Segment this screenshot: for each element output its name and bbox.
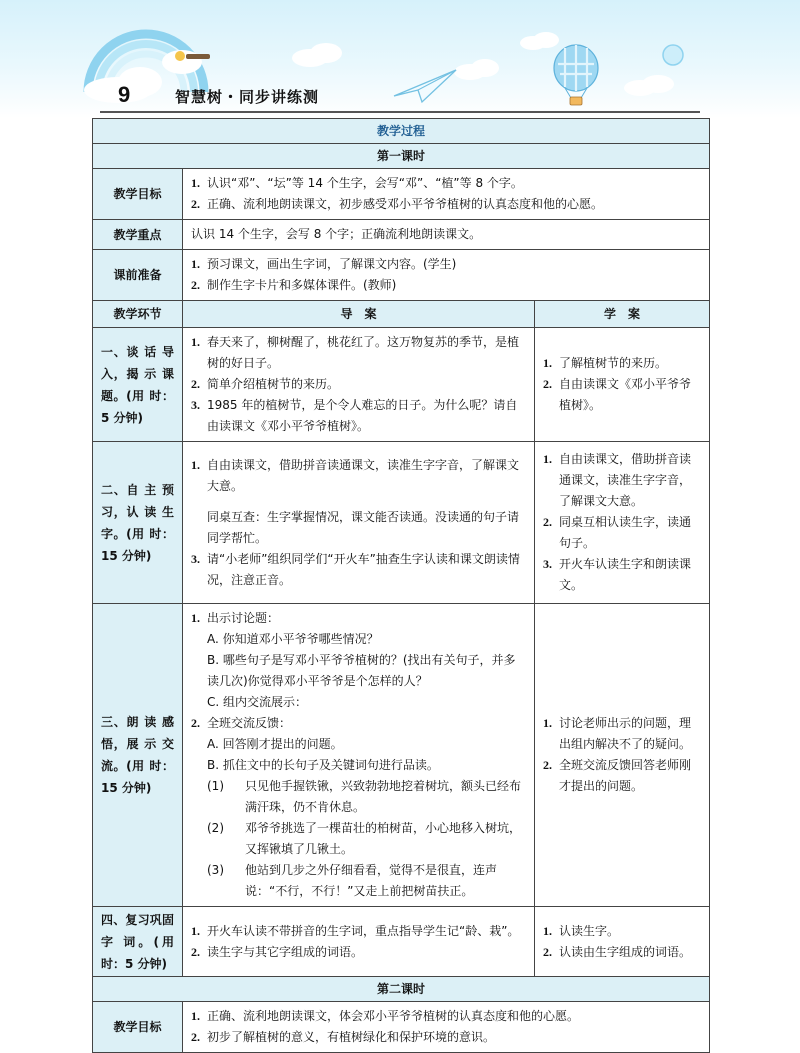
cloud-icon [290,40,350,68]
goal-label: 教学目标 [93,169,183,220]
prep-content: 1. 预习课文，画出生字词，了解课文内容。(学生) 2. 制作生字卡片和多媒体课件。(教师) [183,250,710,301]
stage-guide: 1. 春天来了，柳树醒了，桃花红了。这万物复苏的季节，是植树的好日子。 2. 简单介绍植树节的来历。 3. 1985 年的植树节，是个令人难忘的日子。为什么呢？请自由读课文《邓小平爷爷植树》。 [183,328,535,442]
goal-content: 1. 认识“邓”、“坛”等 14 个生字，会写“邓”、“植”等 8 个字。 2. 正确、流利地朗读课文，初步感受邓小平爷爷植树的认真态度和他的心愿。 [183,169,710,220]
cloud-icon [622,72,678,98]
hot-air-balloon-icon [548,44,604,108]
lesson1-title: 第一课时 [93,144,710,169]
lesson-plan-table [92,118,710,1053]
focus-label: 教学重点 [93,220,183,250]
column-header-study: 学 案 [535,301,710,328]
column-header-stage: 教学环节 [93,301,183,328]
stage-guide: 1. 出示讨论题： A. 你知道邓小平爷爷哪些情况？ B. 哪些句子是写邓小平爷爷植树的？(找出有关句子，并多读几次)你觉得邓小平爷爷是个怎样的人？ C. 组内交流展示： 2. 全班交流反馈： A. 回答刚才提出的问题。 B. 抓住文中的长句子及关键词句进行品读。 (1) 只见他手握铁锹，兴致勃勃地挖着树坑，额头已经布满汗珠，仍不肯休息。 (2) 邓爷爷挑选了一棵苗壮的柏树苗，小心地移入树坑，又挥锹填了几锹土。 (3) 他站到几步之外仔细看看，觉得不是很直，连声说：“不行，不行！”又走上前把树苗扶正。 [183,604,535,907]
stage-guide: 1. 开火车认读不带拼音的生字词，重点指导学生记“龄、栽”。 2. 读生字与其它字组成的词语。 [183,907,535,977]
column-header-guide: 导 案 [183,301,535,328]
table-title: 教学过程 [93,119,710,144]
focus-content: 认识 14 个生字，会写 8 个字；正确流利地朗读课文。 [183,220,710,250]
cloud-icon [452,57,504,81]
page-number: 9 [118,82,131,107]
goal-content: 1. 正确、流利地朗读课文，体会邓小平爷爷植树的认真态度和他的心愿。 2. 初步了解植树的意义，有植树绿化和保护环境的意识。 [183,1002,710,1053]
stage-label: 一、谈 话 导入，揭 示 课题。(用 时：5 分钟) [93,328,183,442]
stage-study: 1. 认读生字。 2. 认读由生字组成的词语。 [535,907,710,977]
stage-study: 1. 自由读课文，借助拼音读通课文，读准生字字音，了解课文大意。 2. 同桌互相认读生字，读通句子。 3. 开火车认读生字和朗读课文。 [535,442,710,604]
stage-study: 1. 讨论老师出示的问题，理出组内解决不了的疑问。 2. 全班交流反馈回答老师刚才提出的问题。 [535,604,710,907]
sun-icon [660,42,686,68]
goal-label: 教学目标 [93,1002,183,1053]
stage-label: 二、自 主 预习，认 读 生字。(用 时：15 分钟) [93,442,183,604]
book-title: 智慧树・同步讲练测 [175,88,320,106]
prep-label: 课前准备 [93,250,183,301]
stage-label: 四、复习巩固字 词。(用时：5 分钟) [93,907,183,977]
paper-airplane-icon [392,66,458,106]
header-divider [100,111,700,113]
stage-study: 1. 了解植树节的来历。 2. 自由读课文《邓小平爷爷植树》。 [535,328,710,442]
stage-guide: 1. 自由读课文，借助拼音读通课文，读准生字字音，了解课文大意。 同桌互查：生字掌握情况，课文能否读通。没读通的句子请同学帮忙。 3. 请“小老师”组织同学们“开火车”抽查生字认读和课文朗读情况，注意正音。 [183,442,535,604]
stage-label: 三、朗 读 感悟，展 示 交流。(用 时：15 分钟) [93,604,183,907]
lesson2-title: 第二课时 [93,977,710,1002]
